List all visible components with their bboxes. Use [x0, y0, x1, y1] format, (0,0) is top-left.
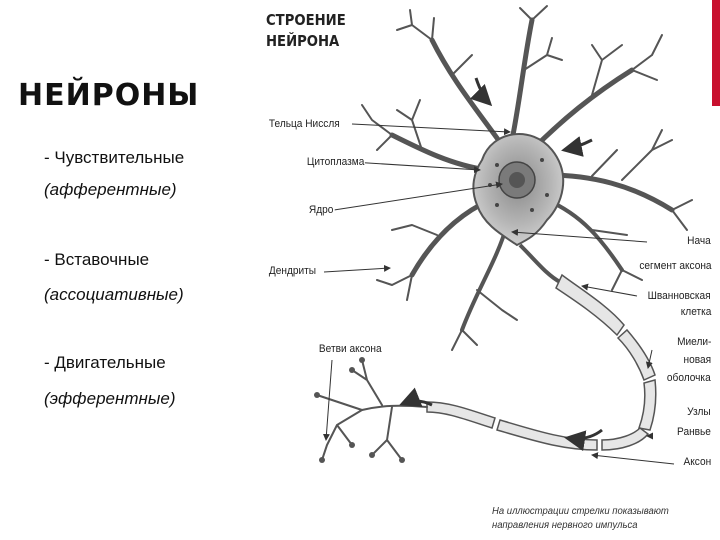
label-initial-segment-line1: Нача: [687, 235, 712, 247]
diagram-title-line1: СТРОЕНИЕ: [266, 11, 346, 29]
label-myelin-line2: новая: [683, 354, 712, 366]
accent-bar: [712, 0, 720, 106]
label-ranvier-line1: Узлы: [687, 406, 712, 418]
list-item-motor: - Двигательные: [44, 353, 166, 372]
axon: [427, 245, 656, 450]
list-item-motor-note: (эфферентные): [44, 389, 176, 408]
label-schwann-cell-line1: Шванновская: [648, 290, 712, 302]
slide-title: НЕЙРОНЫ: [18, 78, 200, 113]
label-ranvier-line2: Ранвье: [677, 426, 712, 438]
label-nissl-bodies: Тельца Ниссля: [268, 118, 340, 130]
label-schwann-cell-line2: клетка: [680, 306, 712, 318]
label-axon: Аксон: [683, 456, 712, 468]
label-myelin-line3: оболочка: [667, 372, 712, 384]
label-nucleus: Ядро: [308, 204, 334, 216]
label-axon-branches: Ветви аксона: [318, 343, 382, 355]
label-dendrites: Дендриты: [268, 265, 317, 277]
diagram-title-line2: НЕЙРОНА: [266, 32, 340, 50]
impulse-arrows: [402, 78, 602, 439]
neuron-diagram: [262, 0, 720, 540]
diagram-caption: На иллюстрации стрелки показывают направления нервного импульса: [492, 506, 669, 531]
label-initial-segment-line2: сегмент аксона: [638, 260, 712, 272]
list-item-interneuron-note: (ассоциативные): [44, 285, 184, 304]
list-item-sensory: - Чувствительные: [44, 148, 185, 167]
label-myelin-line1: Миели-: [676, 336, 712, 348]
diagram-title: [266, 10, 372, 52]
list-item-sensory-note: (афферентные): [44, 180, 177, 199]
list-item-interneuron: - Вставочные: [44, 250, 150, 269]
axon-terminals: [317, 360, 427, 460]
label-cytoplasm: Цитоплазма: [306, 156, 365, 168]
